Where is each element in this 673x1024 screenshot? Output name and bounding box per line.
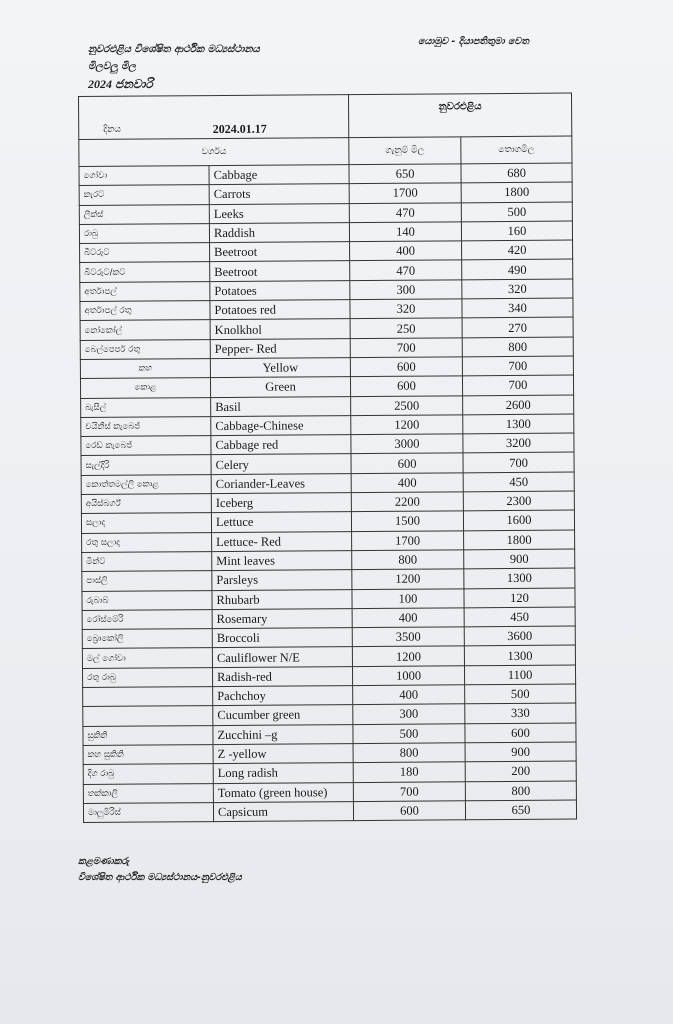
english-name-cell: Broccoli [212, 628, 352, 648]
english-name-cell: Raddish [209, 222, 349, 242]
purchase-price-cell: 700 [350, 337, 462, 357]
wholesale-price-cell: 3200 [463, 433, 574, 453]
purchase-price-cell: 1000 [352, 666, 464, 686]
english-name-cell: Iceberg [211, 493, 351, 513]
sinhala-name-cell: කොළ [80, 378, 210, 398]
wholesale-price-cell: 450 [463, 472, 574, 492]
english-name-cell: Celery [211, 454, 351, 474]
purchase-price-cell: 500 [353, 723, 465, 743]
sinhala-name-cell: අර්තාපල් රතු [80, 301, 210, 321]
purchase-price-cell: 800 [352, 550, 464, 570]
purchase-price-cell: 1200 [352, 646, 464, 666]
english-name-cell: Pachchoy [213, 686, 353, 706]
purchase-price-cell: 600 [350, 376, 462, 396]
sinhala-name-cell: බීට්රූට් [80, 243, 210, 263]
sinhala-name-cell: කොත්තමල්ලි කොළ [81, 474, 211, 494]
sinhala-name-cell: දිග රාබු [83, 764, 213, 784]
english-name-cell: Leeks [209, 203, 349, 223]
sinhala-name-cell [83, 687, 213, 707]
purchase-price-cell: 320 [350, 299, 462, 319]
purchase-price-cell: 3000 [351, 434, 463, 454]
wholesale-price-cell: 900 [465, 742, 576, 762]
wholesale-price-cell: 650 [465, 800, 576, 820]
wholesale-price-cell: 320 [462, 279, 573, 299]
purchase-price-cell: 650 [349, 164, 461, 184]
english-name-cell: Carrots [209, 184, 349, 204]
english-name-cell: Pepper- Red [210, 338, 350, 358]
wholesale-price-cell: 120 [464, 588, 575, 608]
purchase-price-cell: 1200 [352, 569, 464, 589]
sinhala-name-cell: බෙල්පෙපර් රතු [80, 339, 210, 359]
english-name-cell: Rhubarb [212, 589, 352, 609]
english-name-cell: Lettuce [211, 512, 351, 532]
purchase-price-cell: 600 [351, 453, 463, 473]
date-label: දිනය [79, 96, 209, 140]
reference-note: යොමුව - දියාපතිතුමා වෙත [418, 36, 529, 47]
sinhala-name-cell: අයිස්බර්ග් [81, 494, 211, 514]
english-name-cell: Cabbage [209, 165, 349, 185]
purchase-price-cell: 470 [349, 202, 461, 222]
english-name-cell: Mint leaves [212, 551, 352, 571]
purchase-price-cell: 2200 [351, 492, 463, 512]
sinhala-name-cell: අර්තාපල් [80, 281, 210, 301]
sinhala-name-cell: රතු සලාද [82, 532, 212, 552]
sinhala-name-cell: රතු රාබු [82, 667, 212, 687]
sinhala-name-cell: නෝකෝල් [80, 320, 210, 340]
english-name-cell: Beetroot [210, 261, 350, 281]
sinhala-name-cell: මින්ට් [82, 552, 212, 572]
purchase-price-cell: 180 [353, 762, 465, 782]
institute-name: නුවරඑළිය විශේෂිත ආර්ථික මධ්‍යස්ථානය [88, 44, 260, 55]
purchase-price-cell: 470 [350, 260, 462, 280]
purchase-price-cell: 2500 [351, 395, 463, 415]
wholesale-price-cell: 1300 [463, 414, 574, 434]
table-header-row [79, 93, 572, 139]
wholesale-price-cell: 1800 [464, 530, 575, 550]
wholesale-price-cell: 700 [462, 356, 573, 376]
wholesale-price-cell: 450 [464, 607, 575, 627]
wholesale-price-header: තොගමිල [461, 136, 572, 164]
sinhala-name-cell: කැරට් [79, 185, 209, 205]
sinhala-name-cell: ලීක්ස් [79, 204, 209, 224]
sinhala-name-cell: චයිනීස් කැබෙජ් [81, 416, 211, 436]
wholesale-price-cell: 1100 [464, 665, 575, 685]
sinhala-name-cell: කහ [80, 359, 210, 379]
english-name-cell: Potatoes red [210, 300, 350, 320]
wholesale-price-cell: 800 [465, 781, 576, 801]
purchase-price-cell: 3500 [352, 627, 464, 647]
english-name-cell: Lettuce- Red [212, 531, 352, 551]
sinhala-name-cell: බීට්රූට්/කට් [80, 262, 210, 282]
wholesale-price-cell: 700 [462, 375, 573, 395]
wholesale-price-cell: 500 [465, 684, 576, 704]
english-name-cell: Tomato (green house) [213, 782, 353, 802]
sinhala-name-cell: බැසිල් [81, 397, 211, 417]
wholesale-price-cell: 340 [462, 298, 573, 318]
english-name-cell: Yellow [210, 358, 350, 378]
english-name-cell: Potatoes [210, 280, 350, 300]
purchase-price-cell: 1700 [352, 530, 464, 550]
english-name-cell: Radish-red [212, 666, 352, 686]
english-name-cell: Long radish [213, 763, 353, 783]
english-name-cell: Z -yellow [213, 744, 353, 764]
purchase-price-cell: 800 [353, 743, 465, 763]
purchase-price-cell: 400 [351, 473, 463, 493]
sinhala-name-cell: බ්‍රොකෝලි [82, 629, 212, 649]
english-name-cell: Cabbage-Chinese [211, 415, 351, 435]
sinhala-name-cell: රෝස්මේරි [82, 609, 212, 629]
price-type: මිලවලු මිල [88, 61, 136, 72]
english-name-cell: Green [210, 377, 350, 397]
wholesale-price-cell: 600 [465, 723, 576, 743]
purchase-price-cell: 300 [353, 704, 465, 724]
report-period: 2024 ජනවාරි [88, 77, 153, 91]
purchase-price-cell: 1200 [351, 415, 463, 435]
sinhala-name-cell: රුබාබ් [82, 590, 212, 610]
wholesale-price-cell: 490 [462, 260, 573, 280]
english-name-cell: Coriander-Leaves [211, 473, 351, 493]
purchase-price-cell: 1700 [349, 183, 461, 203]
english-name-cell: Parsleys [212, 570, 352, 590]
wholesale-price-cell: 420 [462, 240, 573, 260]
footer-manager: කළමණාකරු [78, 856, 130, 867]
purchase-price-cell: 400 [353, 685, 465, 705]
wholesale-price-cell: 2300 [463, 491, 574, 511]
purchase-price-header: ගැනුම් මිල [349, 137, 461, 165]
sinhala-name-cell: සුකිනි [83, 725, 213, 745]
english-name-cell: Capsicum [213, 801, 353, 821]
region-header: නුවරඑළිය [348, 93, 571, 138]
sinhala-name-cell: කහ සුකිනි [83, 744, 213, 764]
wholesale-price-cell: 800 [462, 337, 573, 357]
purchase-price-cell: 1500 [351, 511, 463, 531]
sinhala-name-cell [83, 706, 213, 726]
purchase-price-cell: 140 [349, 222, 461, 242]
wholesale-price-cell: 900 [464, 549, 575, 569]
english-name-cell: Beetroot [210, 242, 350, 262]
wholesale-price-cell: 160 [461, 221, 572, 241]
wholesale-price-cell: 1800 [461, 182, 572, 202]
wholesale-price-cell: 200 [465, 761, 576, 781]
purchase-price-cell: 300 [350, 280, 462, 300]
date-value: 2024.01.17 [209, 95, 349, 139]
sinhala-name-cell: ගෝවා [79, 166, 209, 186]
purchase-price-cell: 600 [350, 357, 462, 377]
category-header: වර්ගය [79, 138, 349, 167]
price-table [78, 93, 576, 824]
wholesale-price-cell: 680 [461, 163, 572, 183]
wholesale-price-cell: 500 [461, 202, 572, 222]
english-name-cell: Basil [211, 396, 351, 416]
sinhala-name-cell: තක්කාලි [83, 783, 213, 803]
sinhala-name-cell: පාස්ලි [82, 571, 212, 591]
table-subheader-row [79, 136, 572, 166]
purchase-price-cell: 400 [350, 241, 462, 261]
sinhala-name-cell: මල් ගෝවා [82, 648, 212, 668]
purchase-price-cell: 700 [353, 781, 465, 801]
wholesale-price-cell: 3600 [464, 626, 575, 646]
wholesale-price-cell: 330 [465, 703, 576, 723]
purchase-price-cell: 100 [352, 588, 464, 608]
wholesale-price-cell: 700 [463, 452, 574, 472]
footer-institute: විශේෂිත ආර්ථික මධ්‍යස්ථානය-නුවරඑළිය [78, 872, 242, 883]
purchase-price-cell: 250 [350, 318, 462, 338]
sinhala-name-cell: සලාද [81, 513, 211, 533]
wholesale-price-cell: 1300 [464, 568, 575, 588]
wholesale-price-cell: 1600 [463, 510, 574, 530]
english-name-cell: Cauliflower N/E [212, 647, 352, 667]
english-name-cell: Rosemary [212, 608, 352, 628]
table-row [83, 800, 576, 823]
sinhala-name-cell: රෙඩ් කැබෙජ් [81, 436, 211, 456]
purchase-price-cell: 600 [353, 801, 465, 821]
purchase-price-cell: 400 [352, 608, 464, 628]
sinhala-name-cell: රාබු [79, 223, 209, 243]
english-name-cell: Cabbage red [211, 435, 351, 455]
wholesale-price-cell: 270 [462, 317, 573, 337]
sinhala-name-cell: මාලුමිරිස් [83, 802, 213, 822]
sinhala-name-cell: සැල්දිරි [81, 455, 211, 475]
english-name-cell: Knolkhol [210, 319, 350, 339]
english-name-cell: Zucchini –g [213, 724, 353, 744]
wholesale-price-cell: 2600 [463, 395, 574, 415]
english-name-cell: Cucumber green [213, 705, 353, 725]
wholesale-price-cell: 1300 [464, 645, 575, 665]
